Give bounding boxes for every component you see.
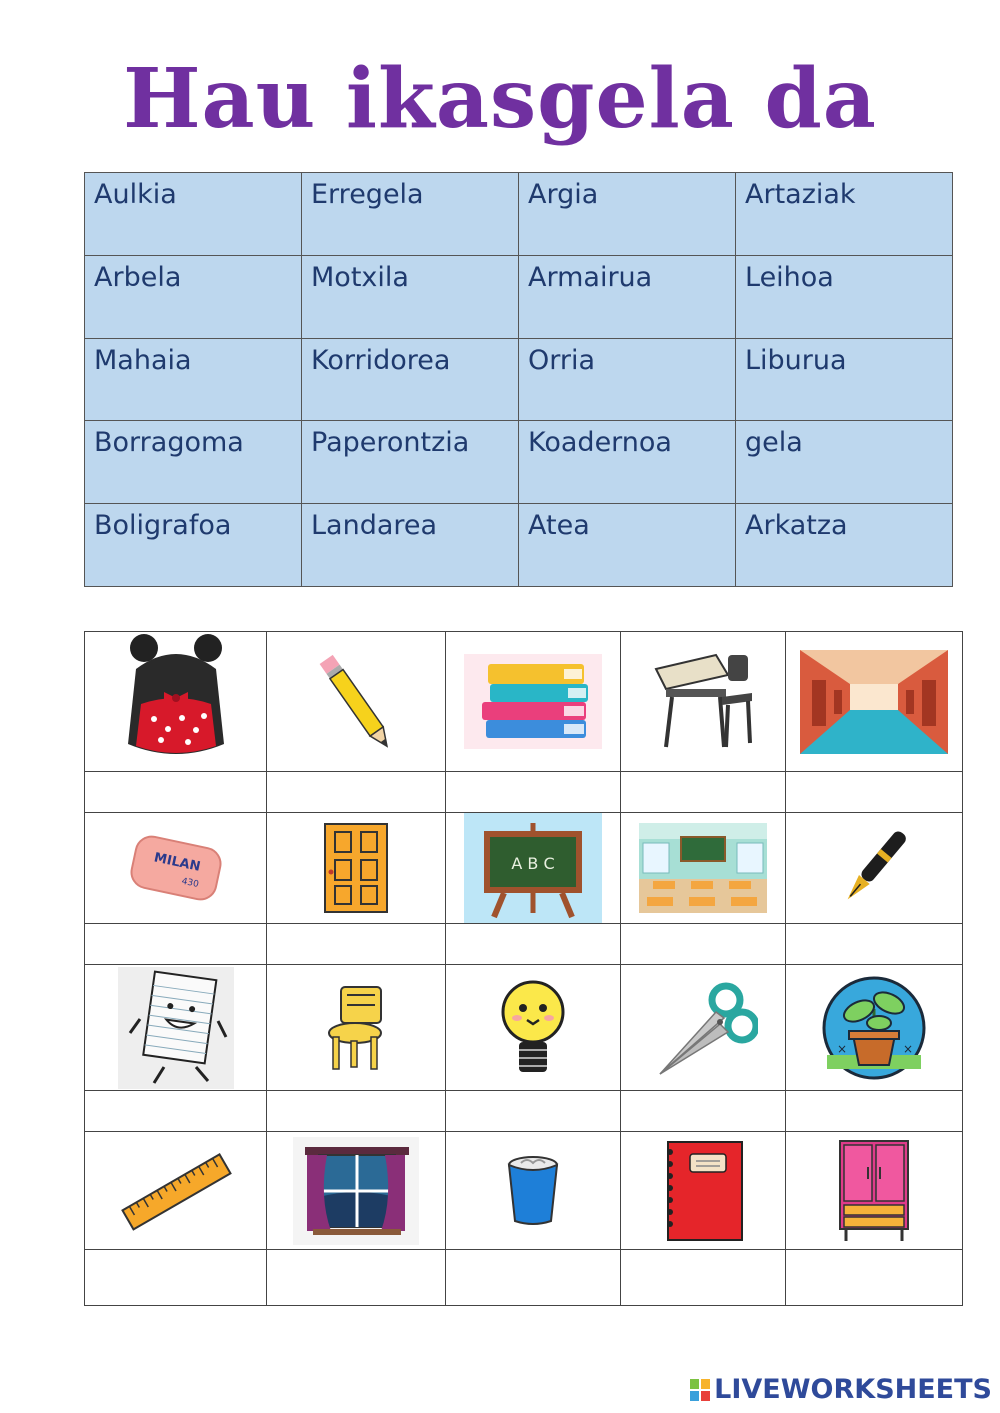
picture-cell	[85, 632, 267, 772]
books-icon	[464, 654, 602, 749]
pen-icon	[834, 823, 914, 913]
answer-cell[interactable]	[621, 924, 786, 965]
footer-brand	[690, 1374, 992, 1405]
answer-cell[interactable]	[786, 1250, 963, 1306]
picture-cell	[85, 813, 267, 924]
picture-cell	[85, 1132, 267, 1250]
picture-cell	[446, 965, 621, 1091]
picture-row	[85, 1132, 963, 1250]
picture-cell	[267, 813, 446, 924]
ruler-icon	[116, 1143, 236, 1239]
picture-cell	[786, 965, 963, 1091]
picture-cell	[267, 965, 446, 1091]
eraser-number: 430	[180, 876, 200, 890]
answer-cell[interactable]	[85, 1091, 267, 1132]
answer-cell[interactable]	[786, 1091, 963, 1132]
word-cell: Arkatza	[736, 504, 953, 587]
word-cell: Koadernoa	[519, 421, 736, 504]
page-title: Hau ikasgela da	[123, 51, 877, 147]
wastebasket-icon	[503, 1155, 563, 1227]
answer-cell[interactable]	[267, 772, 446, 813]
eraser-brand: MILAN	[152, 850, 202, 875]
picture-cell	[621, 632, 786, 772]
picture-cell	[621, 965, 786, 1091]
svg-text:×: ×	[837, 1041, 848, 1056]
word-cell: gela	[736, 421, 953, 504]
chair-icon	[321, 983, 391, 1073]
pencil-icon	[311, 642, 401, 762]
word-cell: Argia	[519, 173, 736, 256]
corridor-icon	[800, 650, 948, 754]
word-row	[85, 173, 953, 256]
backpack-icon	[116, 634, 236, 769]
answer-cell[interactable]	[621, 1091, 786, 1132]
word-cell: Orria	[519, 338, 736, 421]
notebook-icon	[658, 1138, 748, 1244]
scissors-icon	[648, 978, 758, 1078]
plant-icon	[819, 973, 929, 1083]
word-cell: Liburua	[736, 338, 953, 421]
answer-cell[interactable]	[85, 772, 267, 813]
word-cell: Aulkia	[85, 173, 302, 256]
word-row	[85, 338, 953, 421]
blackboard-icon	[464, 813, 602, 923]
wardrobe-icon	[834, 1137, 914, 1245]
word-bank-table	[84, 172, 953, 587]
word-cell: Borragoma	[85, 421, 302, 504]
window-icon	[293, 1137, 419, 1245]
school-desk-icon	[648, 647, 758, 757]
liveworksheets-logo-icon	[690, 1379, 710, 1401]
answer-cell[interactable]	[786, 924, 963, 965]
word-cell: Erregela	[302, 173, 519, 256]
answer-cell[interactable]	[786, 772, 963, 813]
picture-row	[85, 965, 963, 1091]
classroom-icon	[639, 823, 767, 913]
word-cell: Atea	[519, 504, 736, 587]
picture-row	[85, 632, 963, 772]
light-bulb-icon	[495, 974, 571, 1082]
answer-cell[interactable]	[85, 1250, 267, 1306]
word-cell: Arbela	[85, 255, 302, 338]
word-row	[85, 421, 953, 504]
answer-cell[interactable]	[446, 1250, 621, 1306]
picture-cell	[446, 813, 621, 924]
blackboard-text: A B C	[511, 854, 555, 873]
picture-cell	[621, 813, 786, 924]
answer-row	[85, 924, 963, 965]
door-icon	[321, 822, 391, 914]
answer-cell[interactable]	[446, 1091, 621, 1132]
answer-cell[interactable]	[446, 924, 621, 965]
word-cell: Mahaia	[85, 338, 302, 421]
answer-cell[interactable]	[267, 1091, 446, 1132]
word-row	[85, 255, 953, 338]
answer-cell[interactable]	[621, 1250, 786, 1306]
answer-row	[85, 772, 963, 813]
picture-cell	[267, 632, 446, 772]
picture-cell	[786, 632, 963, 772]
answer-cell[interactable]	[621, 772, 786, 813]
word-cell: Boligrafoa	[85, 504, 302, 587]
svg-text:×: ×	[903, 1041, 914, 1056]
picture-cell	[446, 632, 621, 772]
answer-row	[85, 1091, 963, 1132]
answer-cell[interactable]	[85, 924, 267, 965]
picture-table	[84, 631, 963, 1306]
word-cell: Paperontzia	[302, 421, 519, 504]
picture-cell	[786, 813, 963, 924]
eraser-icon	[121, 828, 231, 908]
word-cell: Leihoa	[736, 255, 953, 338]
answer-cell[interactable]	[267, 1250, 446, 1306]
word-cell: Motxila	[302, 255, 519, 338]
word-cell: Armairua	[519, 255, 736, 338]
picture-cell	[446, 1132, 621, 1250]
word-cell: Landarea	[302, 504, 519, 587]
picture-row	[85, 813, 963, 924]
picture-cell	[621, 1132, 786, 1250]
footer-brand-text: LIVEWORKSHEETS	[714, 1374, 992, 1405]
paper-sheet-icon	[118, 967, 234, 1089]
picture-cell	[267, 1132, 446, 1250]
picture-cell	[85, 965, 267, 1091]
word-cell: Artaziak	[736, 173, 953, 256]
answer-row	[85, 1250, 963, 1306]
answer-cell[interactable]	[267, 924, 446, 965]
word-row	[85, 504, 953, 587]
word-cell: Korridorea	[302, 338, 519, 421]
picture-cell	[786, 1132, 963, 1250]
answer-cell[interactable]	[446, 772, 621, 813]
